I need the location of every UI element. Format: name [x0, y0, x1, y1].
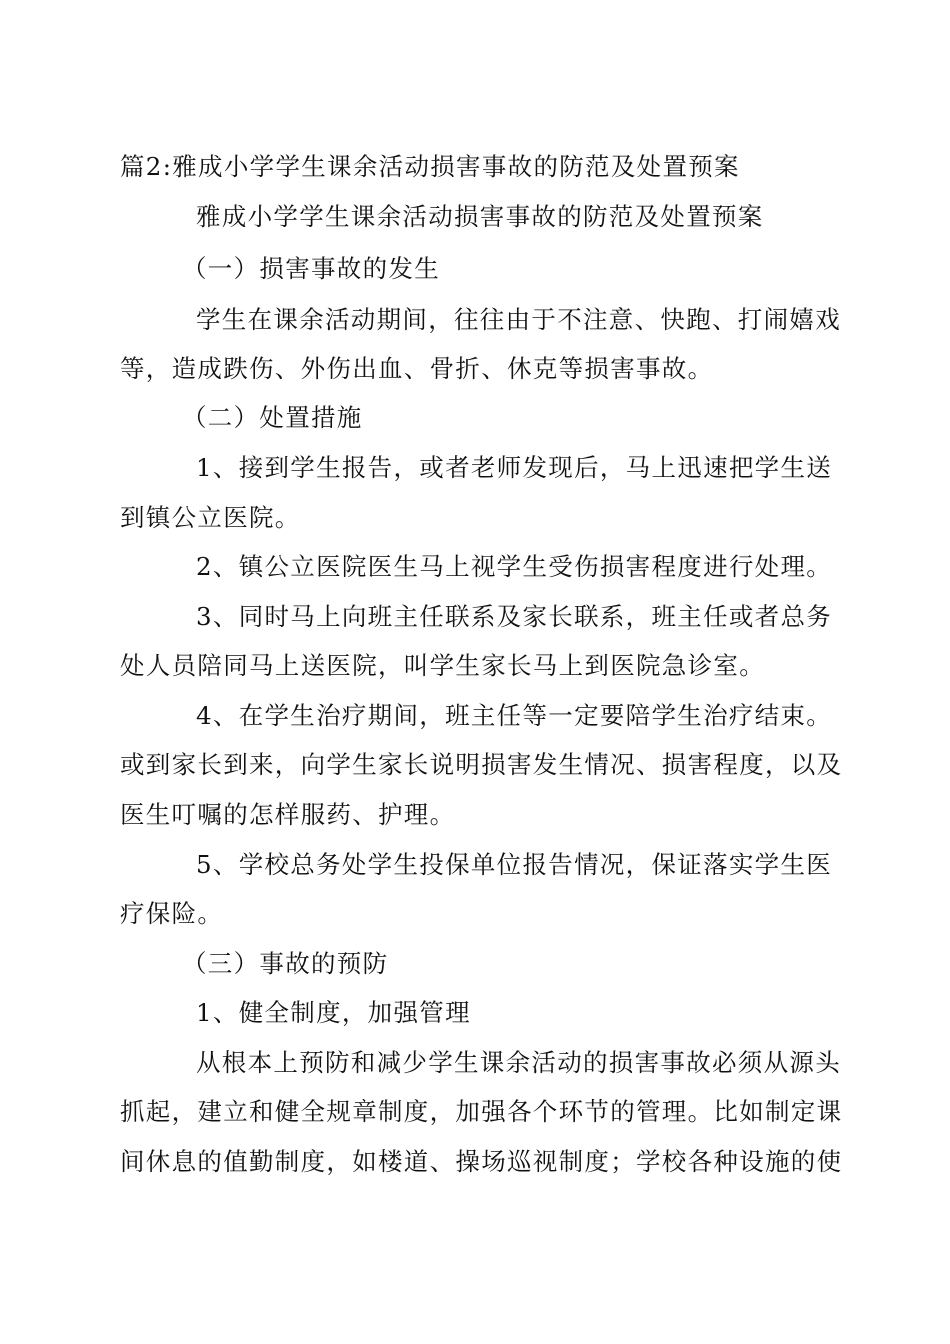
paragraph-line: 从根本上预防和减少学生课余活动的损害事故必须从源头: [196, 1048, 841, 1077]
paragraph-line: 疗保险。: [120, 899, 224, 928]
paragraph-line: 5、学校总务处学生投保单位报告情况，保证落实学生医: [196, 850, 833, 879]
paragraph-line: 4、在学生治疗期间，班主任等一定要陪学生治疗结束。: [196, 701, 833, 730]
paragraph-line: 等，造成跌伤、外伤出血、骨折、休克等损害事故。: [120, 354, 714, 383]
paragraph-line: 3、同时马上向班主任联系及家长联系，班主任或者总务: [196, 602, 833, 631]
paragraph-line: 抓起，建立和健全规章制度，加强各个环节的管理。比如制定课: [120, 1097, 843, 1126]
subheading: 1、健全制度，加强管理: [196, 998, 471, 1027]
document-heading: 篇2:雅成小学学生课余活动损害事故的防范及处置预案: [120, 152, 740, 181]
document-title: 雅成小学学生课余活动损害事故的防范及处置预案: [196, 202, 764, 231]
paragraph-line: 处人员陪同马上送医院，叫学生家长马上到医院急诊室。: [120, 651, 765, 680]
paragraph-line: 间休息的值勤制度，如楼道、操场巡视制度；学校各种设施的使: [120, 1147, 843, 1176]
section-2-heading: （二）处置措施: [182, 403, 363, 432]
section-1-heading: （一）损害事故的发生: [182, 254, 440, 283]
section-3-heading: （三）事故的预防: [182, 949, 389, 978]
paragraph-line: 学生在课余活动期间，往往由于不注意、快跑、打闹嬉戏: [196, 305, 841, 334]
paragraph-line: 1、接到学生报告，或者老师发现后，马上迅速把学生送: [196, 453, 833, 482]
paragraph-line: 到镇公立医院。: [120, 503, 301, 532]
paragraph-line: 医生叮嘱的怎样服药、护理。: [120, 800, 456, 829]
paragraph-line: 或到家长到来，向学生家长说明损害发生情况、损害程度，以及: [120, 750, 843, 779]
paragraph-line: 2、镇公立医院医生马上视学生受伤损害程度进行处理。: [196, 552, 833, 581]
